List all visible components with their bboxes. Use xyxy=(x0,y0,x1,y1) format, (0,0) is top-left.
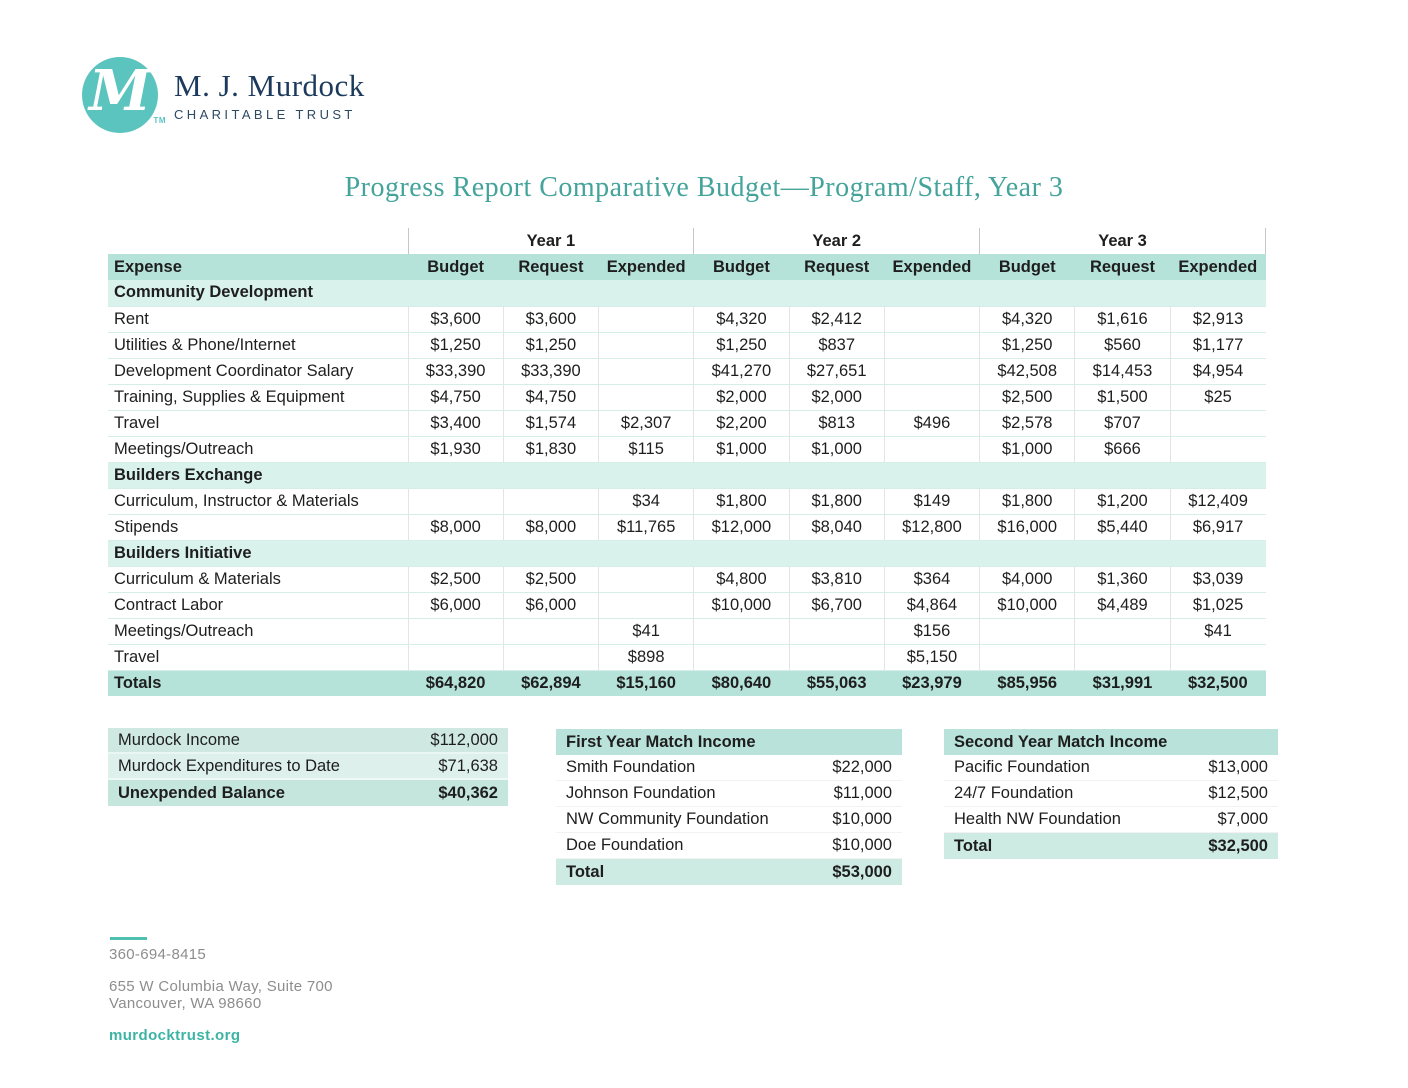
box-header xyxy=(944,729,1278,755)
table-row xyxy=(108,514,1266,540)
cell: $1,574 xyxy=(503,410,598,436)
foundation-label: Doe Foundation xyxy=(566,836,684,854)
list-item xyxy=(108,728,508,754)
cell: $33,390 xyxy=(408,358,503,384)
expense-label: Contract Labor xyxy=(108,592,408,618)
table-row xyxy=(108,384,1266,410)
cell: $8,000 xyxy=(408,514,503,540)
column-header: Request xyxy=(1075,254,1170,280)
cell xyxy=(1170,436,1265,462)
expense-label: Development Coordinator Salary xyxy=(108,358,408,384)
table-row xyxy=(108,436,1266,462)
expense-label: Travel xyxy=(108,410,408,436)
cell: $2,307 xyxy=(599,410,694,436)
cell: $32,500 xyxy=(1170,670,1265,696)
cell xyxy=(599,566,694,592)
spacer-cell xyxy=(108,228,408,254)
cell: $8,000 xyxy=(503,514,598,540)
footer-address xyxy=(109,978,333,1012)
cell xyxy=(884,358,979,384)
cell xyxy=(1075,644,1170,670)
expense-label: Utilities & Phone/Internet xyxy=(108,332,408,358)
summary-label: Murdock Expenditures to Date xyxy=(118,756,340,775)
cell: $4,750 xyxy=(408,384,503,410)
table-row xyxy=(108,332,1266,358)
cell: $1,616 xyxy=(1075,306,1170,332)
cell: $898 xyxy=(599,644,694,670)
cell: $115 xyxy=(599,436,694,462)
cell: $707 xyxy=(1075,410,1170,436)
list-item xyxy=(108,754,508,780)
foundation-value: $7,000 xyxy=(1217,810,1268,828)
website-link[interactable]: murdocktrust.org xyxy=(109,1027,241,1044)
section-label: Community Development xyxy=(108,280,1266,306)
cell xyxy=(884,306,979,332)
cell: $12,800 xyxy=(884,514,979,540)
cell: $2,913 xyxy=(1170,306,1265,332)
cell: $6,917 xyxy=(1170,514,1265,540)
cell xyxy=(1075,618,1170,644)
table-row xyxy=(108,644,1266,670)
cell: $3,400 xyxy=(408,410,503,436)
first-year-match-box xyxy=(556,729,902,885)
cell: $1,000 xyxy=(694,436,789,462)
cell: $2,500 xyxy=(503,566,598,592)
section-label: Builders Exchange xyxy=(108,462,1266,488)
foundation-value: $10,000 xyxy=(832,810,892,828)
cell xyxy=(408,488,503,514)
cell: $1,177 xyxy=(1170,332,1265,358)
cell: $1,800 xyxy=(694,488,789,514)
year3-header: Year 3 xyxy=(980,228,1266,254)
cell: $11,765 xyxy=(599,514,694,540)
cell: $2,500 xyxy=(408,566,503,592)
list-item xyxy=(556,781,902,807)
column-header-row xyxy=(108,254,1266,280)
logo xyxy=(82,57,365,133)
column-header: Request xyxy=(503,254,598,280)
cell xyxy=(599,384,694,410)
cell: $1,830 xyxy=(503,436,598,462)
cell xyxy=(884,436,979,462)
org-name: M. J. Murdock xyxy=(174,68,365,103)
cell: $2,412 xyxy=(789,306,884,332)
summary-label: Murdock Income xyxy=(118,730,240,749)
box-total-row xyxy=(556,859,902,885)
table-row xyxy=(108,488,1266,514)
cell xyxy=(694,644,789,670)
cell: $41 xyxy=(1170,618,1265,644)
cell: $1,000 xyxy=(789,436,884,462)
cell: $1,250 xyxy=(408,332,503,358)
cell: $4,750 xyxy=(503,384,598,410)
cell: $10,000 xyxy=(694,592,789,618)
foundation-value: $11,000 xyxy=(833,784,892,802)
year1-header: Year 1 xyxy=(408,228,694,254)
list-item xyxy=(556,833,902,859)
cell: $16,000 xyxy=(980,514,1075,540)
cell: $80,640 xyxy=(694,670,789,696)
cell xyxy=(408,618,503,644)
footer-divider xyxy=(110,937,147,940)
cell: $23,979 xyxy=(884,670,979,696)
total-value: $32,500 xyxy=(1208,836,1268,855)
column-header: Budget xyxy=(694,254,789,280)
summary-value: $71,638 xyxy=(438,756,498,775)
cell: $1,360 xyxy=(1075,566,1170,592)
cell xyxy=(408,644,503,670)
cell: $2,000 xyxy=(694,384,789,410)
cell: $5,150 xyxy=(884,644,979,670)
box-total-row xyxy=(944,833,1278,859)
list-item xyxy=(556,807,902,833)
summary-label: Unexpended Balance xyxy=(118,783,285,802)
page-title: Progress Report Comparative Budget—Program/Staff, Year 3 xyxy=(344,172,1064,203)
cell: $149 xyxy=(884,488,979,514)
cell: $27,651 xyxy=(789,358,884,384)
cell: $3,039 xyxy=(1170,566,1265,592)
cell: $3,600 xyxy=(503,306,598,332)
foundation-value: $12,500 xyxy=(1208,784,1268,802)
cell: $41,270 xyxy=(694,358,789,384)
cell xyxy=(884,332,979,358)
totals-row xyxy=(108,670,1266,696)
cell: $496 xyxy=(884,410,979,436)
list-item xyxy=(944,807,1278,833)
table-row xyxy=(108,566,1266,592)
org-text xyxy=(174,68,365,122)
box-header-label: First Year Match Income xyxy=(566,732,756,751)
cell xyxy=(1170,410,1265,436)
cell xyxy=(599,332,694,358)
foundation-label: Health NW Foundation xyxy=(954,810,1121,828)
cell: $1,800 xyxy=(789,488,884,514)
cell xyxy=(503,488,598,514)
cell xyxy=(599,592,694,618)
expense-label: Travel xyxy=(108,644,408,670)
cell xyxy=(503,618,598,644)
foundation-value: $13,000 xyxy=(1208,758,1268,776)
second-year-match-box xyxy=(944,729,1278,859)
murdock-logo-icon xyxy=(82,57,166,133)
cell: $837 xyxy=(789,332,884,358)
column-header: Budget xyxy=(408,254,503,280)
foundation-label: 24/7 Foundation xyxy=(954,784,1074,802)
year2-header: Year 2 xyxy=(694,228,980,254)
column-header: Expended xyxy=(1170,254,1265,280)
cell: $3,810 xyxy=(789,566,884,592)
table-row xyxy=(108,410,1266,436)
cell: $6,000 xyxy=(408,592,503,618)
cell: $1,800 xyxy=(980,488,1075,514)
cell: $4,489 xyxy=(1075,592,1170,618)
cell: $5,440 xyxy=(1075,514,1170,540)
expense-label: Meetings/Outreach xyxy=(108,618,408,644)
box-header-label: Second Year Match Income xyxy=(954,732,1168,751)
cell: $12,000 xyxy=(694,514,789,540)
expense-label: Curriculum, Instructor & Materials xyxy=(108,488,408,514)
cell: $55,063 xyxy=(789,670,884,696)
list-item xyxy=(556,755,902,781)
expense-label: Meetings/Outreach xyxy=(108,436,408,462)
foundation-label: Johnson Foundation xyxy=(566,784,716,802)
foundation-value: $10,000 xyxy=(832,836,892,854)
total-value: $53,000 xyxy=(832,862,892,881)
cell: $12,409 xyxy=(1170,488,1265,514)
cell: $364 xyxy=(884,566,979,592)
cell: $4,864 xyxy=(884,592,979,618)
section-row xyxy=(108,280,1266,306)
list-item xyxy=(944,755,1278,781)
cell: $2,000 xyxy=(789,384,884,410)
cell: $4,000 xyxy=(980,566,1075,592)
footer-address-line2: Vancouver, WA 98660 xyxy=(109,995,262,1012)
comparative-budget-table xyxy=(108,228,1266,696)
year-header-row xyxy=(108,228,1266,254)
foundation-label: Pacific Foundation xyxy=(954,758,1090,776)
murdock-summary-box xyxy=(108,728,508,806)
cell: $4,800 xyxy=(694,566,789,592)
column-header: Budget xyxy=(980,254,1075,280)
cell: $6,000 xyxy=(503,592,598,618)
total-label: Total xyxy=(954,836,993,855)
cell: $1,930 xyxy=(408,436,503,462)
cell: $8,040 xyxy=(789,514,884,540)
cell: $62,894 xyxy=(503,670,598,696)
cell: $1,250 xyxy=(503,332,598,358)
cell: $1,250 xyxy=(694,332,789,358)
cell: $4,320 xyxy=(980,306,1075,332)
cell: $4,320 xyxy=(694,306,789,332)
cell: $2,578 xyxy=(980,410,1075,436)
summary-value: $40,362 xyxy=(438,783,498,802)
column-header: Request xyxy=(789,254,884,280)
cell xyxy=(789,618,884,644)
expense-label: Training, Supplies & Equipment xyxy=(108,384,408,410)
total-label: Total xyxy=(566,862,605,881)
cell: $33,390 xyxy=(503,358,598,384)
trademark-label: TM xyxy=(153,116,166,125)
expense-column-header: Expense xyxy=(108,254,408,280)
table-row xyxy=(108,358,1266,384)
cell: $2,200 xyxy=(694,410,789,436)
expense-label: Rent xyxy=(108,306,408,332)
foundation-label: Smith Foundation xyxy=(566,758,696,776)
expense-label: Stipends xyxy=(108,514,408,540)
cell: $4,954 xyxy=(1170,358,1265,384)
org-subtitle: CHARITABLE TRUST xyxy=(174,107,356,122)
cell xyxy=(503,644,598,670)
summary-value: $112,000 xyxy=(430,730,498,749)
cell: $10,000 xyxy=(980,592,1075,618)
cell: $1,025 xyxy=(1170,592,1265,618)
foundation-value: $22,000 xyxy=(832,758,892,776)
column-header: Expended xyxy=(884,254,979,280)
section-row xyxy=(108,540,1266,566)
logo-monogram: M xyxy=(89,58,151,124)
cell xyxy=(884,384,979,410)
cell xyxy=(789,644,884,670)
column-header: Expended xyxy=(599,254,694,280)
cell xyxy=(1170,644,1265,670)
table-row xyxy=(108,592,1266,618)
cell: $560 xyxy=(1075,332,1170,358)
cell: $1,200 xyxy=(1075,488,1170,514)
cell: $34 xyxy=(599,488,694,514)
cell xyxy=(599,358,694,384)
section-label: Builders Initiative xyxy=(108,540,1266,566)
cell: $3,600 xyxy=(408,306,503,332)
box-header xyxy=(556,729,902,755)
cell: $14,453 xyxy=(1075,358,1170,384)
list-item xyxy=(944,781,1278,807)
cell: $813 xyxy=(789,410,884,436)
footer-phone: 360-694-8415 xyxy=(109,946,207,963)
cell xyxy=(599,306,694,332)
totals-label: Totals xyxy=(108,670,408,696)
section-row xyxy=(108,462,1266,488)
list-item xyxy=(108,780,508,806)
cell: $25 xyxy=(1170,384,1265,410)
cell xyxy=(980,644,1075,670)
cell: $85,956 xyxy=(980,670,1075,696)
cell: $15,160 xyxy=(599,670,694,696)
footer-address-line1: 655 W Columbia Way, Suite 700 xyxy=(109,978,333,995)
cell: $41 xyxy=(599,618,694,644)
cell: $6,700 xyxy=(789,592,884,618)
cell: $1,500 xyxy=(1075,384,1170,410)
cell: $2,500 xyxy=(980,384,1075,410)
table-row xyxy=(108,618,1266,644)
cell: $42,508 xyxy=(980,358,1075,384)
expense-label: Curriculum & Materials xyxy=(108,566,408,592)
cell: $64,820 xyxy=(408,670,503,696)
cell: $666 xyxy=(1075,436,1170,462)
cell: $31,991 xyxy=(1075,670,1170,696)
cell: $1,000 xyxy=(980,436,1075,462)
cell: $1,250 xyxy=(980,332,1075,358)
cell xyxy=(694,618,789,644)
foundation-label: NW Community Foundation xyxy=(566,810,769,828)
table-row xyxy=(108,306,1266,332)
cell xyxy=(980,618,1075,644)
cell: $156 xyxy=(884,618,979,644)
